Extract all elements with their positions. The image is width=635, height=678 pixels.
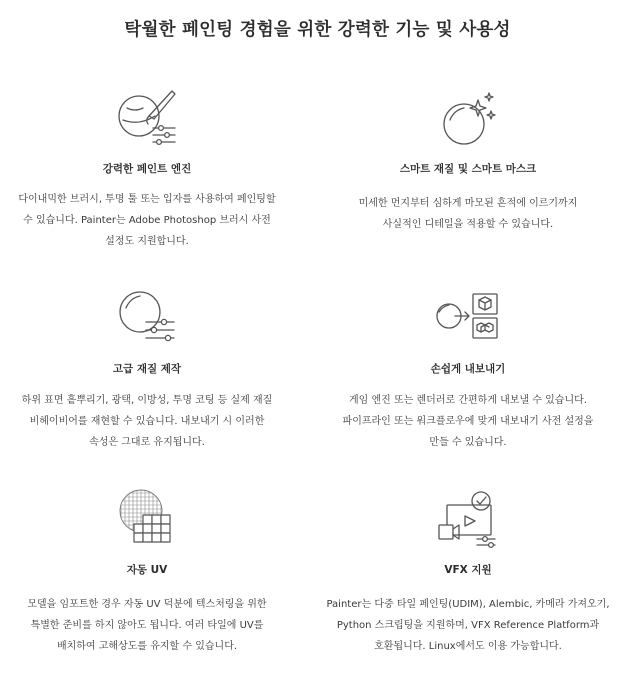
feature-description: 다이내믹한 브러시, 투명 툴 또는 입자를 사용하여 페인팅할 수 있습니다. Painter는 Adobe Photoshop 브러시 사전 설정도 지원합니다.: [18, 194, 276, 247]
feature-title: VFX 지원: [444, 564, 492, 576]
page-title: 탁월한 페인팅 경험을 위한 강력한 기능 및 사용성: [124, 20, 511, 40]
feature-description: 미세한 먼지부터 심하게 마모된 흔적에 이르기까지 사실적인 디테일을 적용할 수 있습니다.: [358, 198, 578, 230]
feature-title: 자동 UV: [126, 564, 168, 576]
vfx-media-check-icon: [437, 489, 499, 549]
sparkle-sphere-icon: [438, 92, 498, 148]
feature-description: 모델을 임포트한 경우 자동 UV 덕분에 텍스처링을 위한 특별한 준비를 하지 않아도 됩니다. 여러 타일에 UV를 배치하여 고해상도를 유지할 수 있습니다.: [27, 599, 267, 652]
export-cubes-icon: [433, 290, 503, 342]
paint-brush-sphere-icon: [115, 86, 179, 148]
feature-description: Painter는 다중 타일 페인팅(UDIM), Alembic, 카메라 가져오기, Python 스크립팅을 지원하며, VFX Reference Platform과 호환됩니다. Linux에서도 이용 가능합니다.: [326, 599, 610, 652]
feature-title: 고급 재질 제작: [112, 363, 182, 375]
feature-title: 스마트 재질 및 스마트 마스크: [399, 163, 537, 175]
feature-title: 강력한 페인트 엔진: [102, 163, 192, 175]
feature-description: 게임 엔진 또는 렌더러로 간편하게 내보낼 수 있습니다. 파이프라인 또는 워크플로우에 맞게 내보내기 사전 설정을 만들 수 있습니다.: [342, 395, 594, 448]
feature-title: 손쉽게 내보내기: [430, 363, 506, 375]
uv-grid-icon: [115, 487, 179, 551]
feature-description: 하위 표면 흩뿌리기, 광택, 이방성, 투명 코팅 등 실제 재질 비헤이비어를 재현할 수 있습니다. 내보내기 시 이러한 속성은 그대로 유지됩니다.: [21, 395, 273, 448]
material-sliders-icon: [116, 288, 178, 344]
